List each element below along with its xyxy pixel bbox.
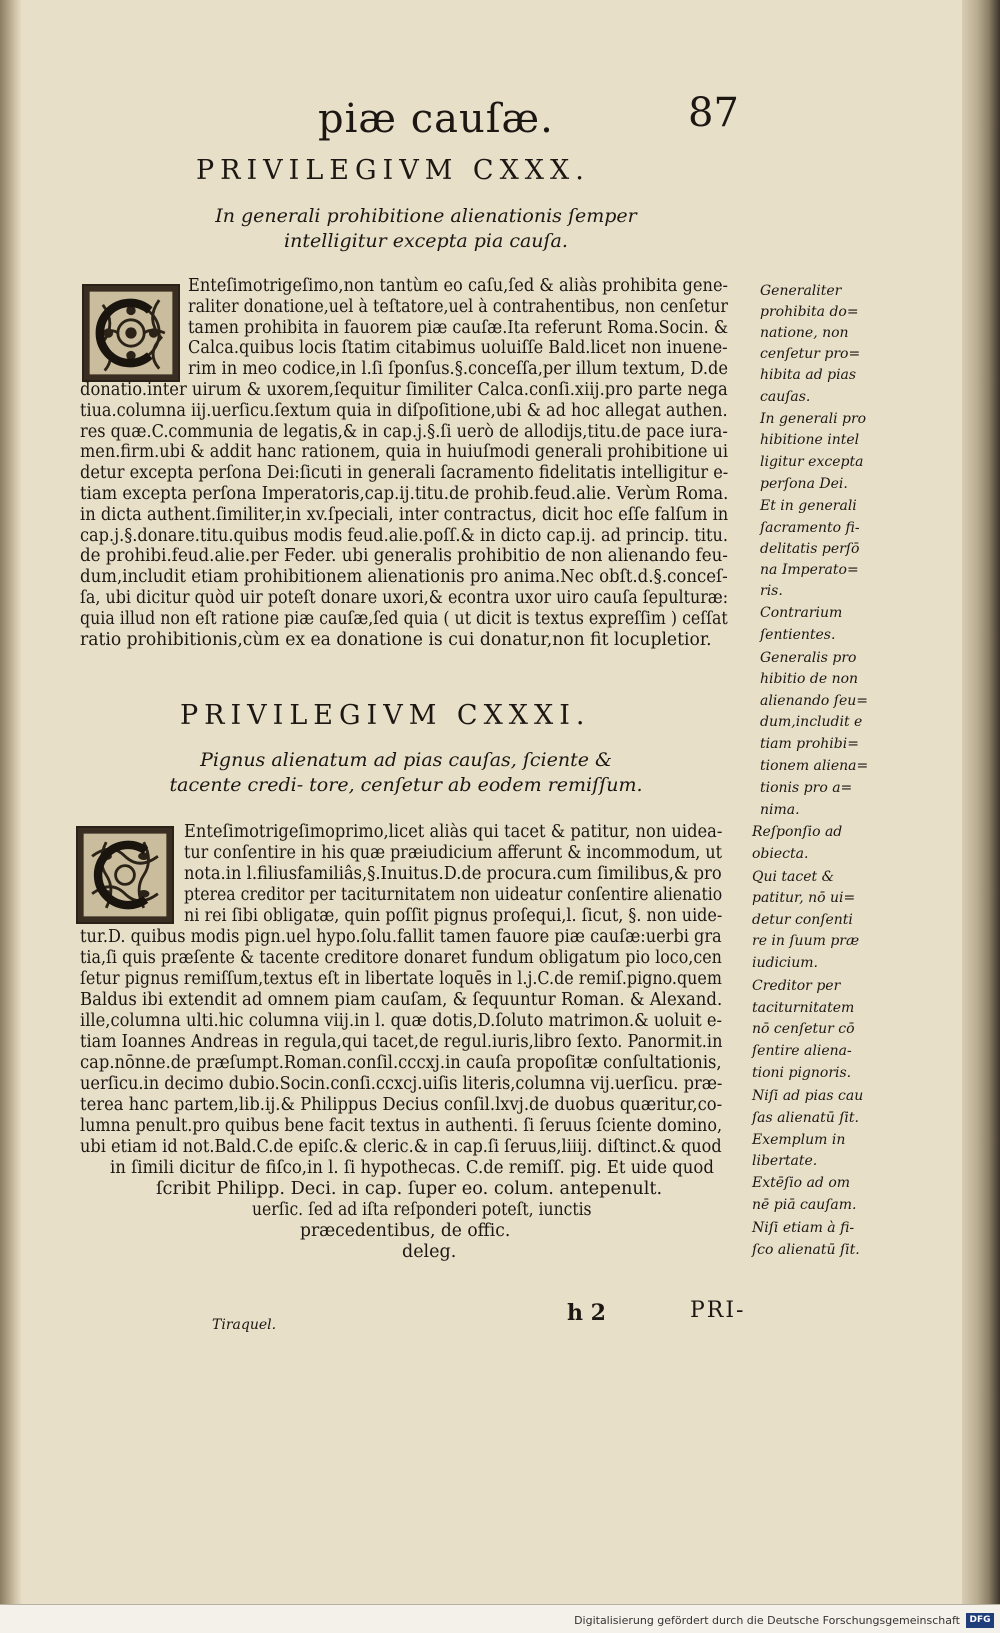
margin-note-line: hibita ad pias bbox=[760, 367, 857, 383]
margin-note-line: perſona Dei. bbox=[760, 476, 848, 492]
signature-mark: h 2 bbox=[567, 1300, 606, 1326]
margin-note-line: Reſponſio ad bbox=[752, 824, 843, 840]
text-line: ſcribit Philipp. Deci. in cap. ſuper eo. colum. antepenult. bbox=[156, 1179, 663, 1199]
margin-note-line: ris. bbox=[760, 583, 783, 599]
margin-note-line: ſentire aliena- bbox=[752, 1043, 852, 1059]
text-line: in ſimili dicitur de fiſco,in l. ſi hypothecas. C.de remiſſ. pig. Et uide quod bbox=[110, 1158, 714, 1178]
text-line: dum,includit etiam prohibitionem alienationis pro anima.Nec obſt.d.§.conceſ- bbox=[80, 567, 728, 588]
text-line: uerſic. ſed ad iſta reſponderi poteſt, iunctis bbox=[252, 1200, 592, 1220]
margin-note-line: ſentientes. bbox=[760, 627, 836, 643]
text-line: Enteſimotrigeſimoprimo,licet aliàs qui tacet & patitur, non uidea- bbox=[184, 822, 723, 842]
text-line: tur conſentire in his quæ præiudicium afferunt & incommodum, ut bbox=[184, 843, 722, 863]
privilege-summary-131: Pignus alienatum ad pias cauſas, ſciente & tacente credi- tore, cenſetur ab eodem remiſſum. bbox=[169, 749, 643, 796]
digitization-footer bbox=[0, 1604, 1000, 1633]
margin-note-line: alienando ſeu= bbox=[760, 693, 869, 709]
margin-note-line: ſacramento fi- bbox=[760, 520, 860, 536]
margin-note-line: Creditor per bbox=[752, 978, 841, 994]
text-line: tiua.columna iij.uerſicu.ſextum quia in diſpoſitione,ubi & ad hoc allegat authen. bbox=[80, 400, 728, 421]
text-line: detur excepta perſona Dei:ſicuti in generali ſacramento fidelitatis intelligitur e- bbox=[80, 463, 729, 484]
text-line: tiam Ioannes Andreas in regula,qui tacet,de regul.iuris,libro ſexto. Panormit.in bbox=[80, 1032, 723, 1052]
margin-note-line: hibitio de non bbox=[760, 671, 859, 687]
text-line: nota.in l.filiusfamiliâs,§.Inuitus.D.de procura.cum ſimilibus,& pro bbox=[184, 864, 722, 884]
margin-note-line: Niſi ad pias cau bbox=[752, 1088, 864, 1104]
margin-note-line: tioni pignoris. bbox=[752, 1065, 852, 1081]
text-line: deleg. bbox=[402, 1242, 457, 1262]
margin-note-line: dum,includit e bbox=[760, 714, 863, 730]
text-line: ſetur pignus remiſſum,textus eſt in libertate loquēs in l.j.C.de remiſ.pigno.quem bbox=[80, 969, 722, 989]
margin-note-line: libertate. bbox=[752, 1153, 818, 1169]
text-line: tur.D. quibus modis pign.uel hypo.ſolu.fallit tamen fauore piæ cauſæ:uerbi gra bbox=[80, 927, 722, 947]
margin-note-line: ſas alienatū ſit. bbox=[752, 1110, 859, 1126]
page-gutter-shadow bbox=[0, 0, 22, 1633]
text-line: res quæ.C.communia de legatis,& in cap.j.§.ſi uerò de allodijs,titu.de pace iura- bbox=[80, 421, 728, 442]
margin-note-line: nima. bbox=[760, 802, 800, 818]
margin-note-line: iudicium. bbox=[752, 955, 818, 971]
text-line: quia illud non eſt ratione piæ cauſæ,ſed quia ( ut dicit is textus expreſſim ) ceſſat bbox=[80, 608, 728, 629]
margin-note-line: Generalis pro bbox=[760, 650, 857, 666]
margin-note-line: In generali pro bbox=[760, 411, 867, 427]
margin-note-line: prohibita do= bbox=[760, 304, 859, 320]
margin-note-line: nē piā cauſam. bbox=[752, 1197, 857, 1213]
text-line: ille,columna ulti.hic columna viij.in l. quæ dotis,D.ſoluto matrimon.& uoluit e- bbox=[80, 1011, 722, 1031]
text-line: de prohibi.feud.alie.per Feder. ubi generalis prohibitio de non alienando feu- bbox=[80, 546, 728, 567]
text-line: tamen prohibita in fauorem piæ cauſæ.Ita referunt Roma.Socin. & bbox=[188, 317, 729, 338]
text-line: pterea creditor per taciturnitatem non uideatur conſentire alienatio bbox=[184, 885, 723, 905]
text-line: ni rei ſibi obligatæ, quin poſſit pignus proſequi,l. ſicut, §. non uide- bbox=[184, 906, 723, 926]
text-line: raliter donatione,uel à teſtatore,uel à contrahentibus, non cenſetur bbox=[188, 296, 728, 317]
running-head: piæ cauſæ. bbox=[318, 96, 554, 142]
margin-note-line: Exemplum in bbox=[752, 1132, 846, 1148]
text-line: ubi etiam id not.Bald.C.de epiſc.& cleric.& in cap.ſi ſeruus,liiij. diſtinct.& quod bbox=[80, 1137, 722, 1157]
text-line: Enteſimotrigeſimo,non tantùm eo caſu,ſed & aliàs prohibita gene- bbox=[188, 276, 729, 296]
margin-note-line: Generaliter bbox=[760, 283, 842, 299]
margin-note-line: obiecta. bbox=[752, 846, 809, 862]
margin-note-line: re in ſuum præ bbox=[752, 933, 860, 949]
text-line: cap.j.§.donare.titu.quibus modis feud.alie.poſſ.& in dicto cap.ij. ad princip. titu. bbox=[80, 525, 729, 546]
margin-note-line: detur conſenti bbox=[752, 912, 853, 928]
page-fore-edge bbox=[962, 0, 1000, 1633]
text-line: ſa, ubi dicitur quòd uir poteſt donare uxori,& econtra uxor uiro cauſa ſepulturæ: bbox=[80, 588, 729, 608]
margin-note-line: cenſetur pro= bbox=[760, 346, 861, 362]
margin-note-line: ligitur excepta bbox=[760, 454, 864, 470]
text-line: terea hanc partem,lib.ij.& Philippus Decius conſil.lxvj.de duobus quæritur,co- bbox=[80, 1095, 723, 1115]
signature-name: Tiraquel. bbox=[212, 1317, 277, 1333]
margin-note-line: tionem aliena= bbox=[760, 758, 869, 774]
text-line: men.firm.ubi & addit hanc rationem, quia in huiuſmodi generali prohibitione ui bbox=[80, 442, 729, 463]
margin-note-line: natione, non bbox=[760, 325, 849, 341]
text-line: Baldus ibi extendit ad omnem piam cauſam, & ſequuntur Roman. & Alexand. bbox=[80, 990, 723, 1010]
margin-note-line: patitur, nō ui= bbox=[752, 890, 856, 906]
margin-note-line: cauſas. bbox=[760, 389, 811, 405]
margin-note-line: na Imperato= bbox=[760, 562, 859, 578]
privilege-title-130: PRIVILEGIVM CXXX. bbox=[196, 155, 590, 186]
text-line: ratio prohibitionis,cùm ex ea donatione is cui donatur,non fit locupletior. bbox=[80, 629, 712, 650]
margin-note-line: Et in generali bbox=[760, 498, 857, 514]
margin-note-line: Niſi etiam à fi- bbox=[752, 1220, 855, 1236]
text-line: lumna penult.pro quibus bene facit textus in authenti. ſi ſeruus ſciente domino, bbox=[80, 1116, 723, 1136]
margin-note-line: ſco alienatū ſit. bbox=[752, 1242, 860, 1258]
margin-note-line: hibitione intel bbox=[760, 432, 860, 448]
text-line: rim in meo codice,in l.ſi ſponſus.§.conceſſa,per illum textum, D.de bbox=[188, 359, 729, 380]
text-line: uerſicu.in decimo dubio.Socin.conſi.ccxcj.uiſis literis,columna vij.uerſicu. præ- bbox=[80, 1074, 723, 1094]
text-line: præcedentibus, de offic. bbox=[300, 1221, 511, 1241]
text-line: Calca.quibus locis ſtatim citabimus uoluiſſe Bald.licet non inuene- bbox=[188, 338, 728, 359]
margin-note-line: taciturnitatem bbox=[752, 1000, 855, 1016]
catchword: PRI- bbox=[690, 1298, 746, 1323]
margin-note-line: Contrarium bbox=[760, 605, 843, 621]
margin-note-line: tionis pro a= bbox=[760, 780, 853, 796]
digitization-credit: Digitalisierung gefördert durch die Deutsche Forschungsgemeinschaft bbox=[574, 1614, 960, 1627]
margin-note-line: Qui tacet & bbox=[752, 869, 835, 885]
text-line: in dicta authent.ſimiliter,in xv.ſpeciali, inter contractus, dicit hoc eſſe falſum in bbox=[80, 504, 729, 525]
text-line: tia,ſi quis præſente & tacente creditore donaret fundum obligatum pio loco,cen bbox=[80, 948, 722, 968]
margin-note-line: tiam prohibi= bbox=[760, 736, 859, 752]
margin-note-line: delitatis perſō bbox=[760, 541, 860, 557]
text-line: cap.nōnne.de præſumpt.Roman.conſil.cccxj.in cauſa propoſitæ conſultationis, bbox=[80, 1053, 722, 1073]
privilege-title-131: PRIVILEGIVM CXXXI. bbox=[180, 700, 591, 731]
privilege-summary-130: In generali prohibitione alienationis ſemper intelligitur excepta pia cauſa. bbox=[215, 205, 637, 252]
margin-note-line: nō cenſetur cō bbox=[752, 1021, 855, 1037]
decorated-initial-c-icon bbox=[82, 284, 180, 382]
margin-note-line: Extēſio ad om bbox=[752, 1175, 851, 1191]
dfg-logo: DFG bbox=[966, 1613, 994, 1628]
text-line: tiam excepta perſona Imperatoris,cap.ij.titu.de prohib.feud.alie. Verùm Roma. bbox=[80, 484, 729, 504]
decorated-initial-c-icon bbox=[76, 826, 174, 924]
text-line: donatio.inter uirum & uxorem,ſequitur ſimiliter Calca.conſi.xiij.pro parte nega bbox=[80, 380, 728, 400]
page-number: 87 bbox=[688, 90, 739, 136]
